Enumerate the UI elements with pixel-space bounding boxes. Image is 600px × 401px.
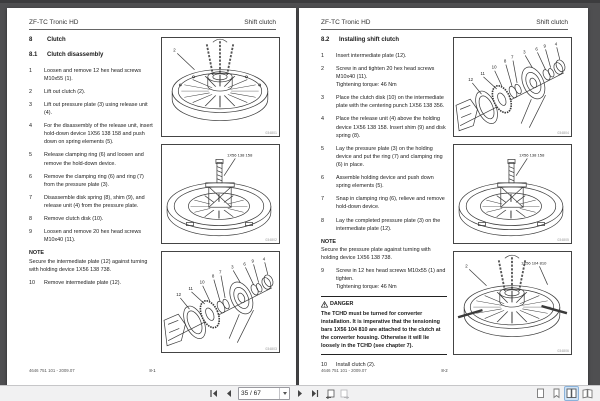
- figure-column: [453, 37, 570, 374]
- header-product-title: ZF-TC Tronic HD: [29, 19, 79, 26]
- figure-callout: 4: [262, 256, 266, 262]
- list-item: 6 Remove the clamping ring (6) and ring (7) from the pressure plate (3).: [29, 173, 144, 188]
- figure-exploded-view: [453, 37, 572, 137]
- figure-callout: 12: [468, 76, 474, 82]
- danger-box: [321, 296, 447, 355]
- exploded-view-drawing: [454, 38, 571, 136]
- figure-callout: 6: [243, 261, 246, 267]
- subsection-title: Installing shift clutch: [339, 37, 400, 43]
- figure-column: [161, 37, 278, 353]
- previous-page-icon: [224, 389, 233, 398]
- previous-view-icon: [325, 389, 335, 399]
- figure-callout: 1X56 104 810: [521, 260, 547, 266]
- danger-label: DANGER: [330, 301, 354, 308]
- list-item: 1 Insert intermediate plate (12).: [321, 52, 407, 59]
- figure-code: 034804: [557, 131, 569, 135]
- figure-callout: 12: [176, 291, 182, 297]
- figure-callout: 1X56 138 158: [519, 152, 545, 158]
- list-item: 3 Place the clutch disk (10) on the intermediate plate with the centering punch 1X56 138 356.: [321, 95, 445, 110]
- footer-page-number: 8-1: [149, 368, 156, 373]
- exploded-view-drawing: [162, 252, 279, 352]
- note-block: [29, 249, 155, 273]
- subsection-title: Clutch disassembly: [47, 51, 104, 58]
- figure-callout: 3: [523, 49, 526, 55]
- figure-callout: 2: [173, 47, 176, 53]
- figure-code: 034801: [265, 131, 277, 135]
- next-view-button[interactable]: [339, 388, 350, 399]
- note-block: [321, 238, 447, 262]
- clutch-chains-drawing: [454, 252, 571, 354]
- manual-page-left: [7, 8, 296, 386]
- figure-clutch-tensioning-bars: [453, 251, 572, 355]
- facing-pages-view-icon: [566, 388, 577, 399]
- page-header: [29, 19, 276, 30]
- holddown-device-drawing: [162, 145, 279, 243]
- list-item: 1 Loosen and remove 12 hex head screws M10x55 (1).: [29, 67, 142, 82]
- figure-code: 034806: [557, 349, 569, 353]
- figure-callout: 11: [188, 285, 193, 291]
- list-item: 9 Loosen and remove 20 hex head screws M10x40 (11).: [29, 229, 142, 244]
- chevron-down-icon[interactable]: [279, 388, 289, 399]
- list-item: 10 Remove intermediate plate (12).: [29, 279, 122, 286]
- book-view-button[interactable]: [581, 387, 594, 400]
- list-item: 10 Install clutch (2).: [321, 362, 376, 369]
- text-column: [29, 37, 155, 353]
- page-number-combobox[interactable]: [238, 387, 290, 400]
- footer-page-number: 8-2: [441, 368, 448, 373]
- figure-exploded-view: [161, 251, 280, 353]
- previous-page-button[interactable]: [223, 388, 234, 399]
- figure-callout: 7: [510, 54, 514, 60]
- page-header: [321, 19, 568, 30]
- next-view-icon: [340, 389, 350, 399]
- torque-note: Tightening torque: 46 Nm: [336, 82, 397, 89]
- header-chapter-title: Shift clutch: [536, 19, 568, 26]
- list-item: 6 Assemble holding device and push down spring elements (5).: [321, 175, 434, 190]
- continuous-view-button[interactable]: [549, 387, 562, 400]
- viewer-toolbar: [0, 385, 600, 401]
- figure-callout: 8: [503, 58, 507, 64]
- next-page-button[interactable]: [294, 388, 305, 399]
- list-item: 4 Place the release unit (4) above the holding device 1X56 138 158. Insert shim (9) and disk spring (8).: [321, 116, 446, 139]
- manual-page-right: [299, 8, 588, 386]
- figure-callout: 8: [211, 273, 215, 279]
- figure-callout: 10: [491, 64, 497, 70]
- next-page-icon: [295, 389, 304, 398]
- subsection-number: 8.1: [29, 51, 38, 58]
- figure-callout: 9: [251, 258, 254, 264]
- single-page-view-button[interactable]: [533, 387, 546, 400]
- list-item: 7 Disassemble disk spring (8), shim (9), and release unit (4) from the pressure plate.: [29, 194, 145, 210]
- header-chapter-title: Shift clutch: [244, 19, 276, 26]
- first-page-button[interactable]: [208, 388, 219, 399]
- note-text: Secure the pressure plate against turning with holding device 1X56 138 738.: [321, 246, 431, 261]
- book-view-icon: [582, 388, 593, 399]
- list-item: 5 Lay the pressure plate (3) on the holding device and put the ring (7) and clamping ring (6) in place.: [321, 145, 443, 168]
- figure-callout: 4: [554, 41, 558, 47]
- footer-doc-number: 4646 751 101 - 2009.07: [29, 368, 75, 373]
- list-item: 8 Lay the completed pressure plate (3) on the intermediate plate (12).: [321, 217, 441, 232]
- torque-note: Tightening torque: 46 Nm: [336, 284, 397, 291]
- figure-callout: 6: [535, 46, 538, 52]
- figure-code: 034805: [557, 238, 569, 242]
- list-item: 2 Lift out clutch (2).: [29, 88, 86, 95]
- section-heading: [29, 37, 155, 45]
- last-page-icon: [310, 389, 319, 398]
- previous-view-button[interactable]: [324, 388, 335, 399]
- subsection-heading: [321, 37, 447, 45]
- list-item: 7 Snap in clamping ring (6), relieve and remove hold-down device.: [321, 196, 445, 211]
- note-text: Secure the intermediate plate (12) against turning with holding device 1X56 138 738.: [29, 258, 148, 273]
- list-item: 9 Screw in 12 hex head screws M10x55 (1) and tighten.: [321, 268, 446, 283]
- figure-callout: 11: [480, 70, 485, 76]
- note-label: NOTE: [29, 250, 44, 257]
- subsection-number: 8.2: [321, 37, 330, 43]
- figure-code: 034802: [265, 238, 277, 242]
- figure-callout: 2: [465, 263, 468, 269]
- figure-clutch-chains: [161, 37, 280, 137]
- list-item: 8 Remove clutch disk (10).: [29, 216, 104, 223]
- list-item: 5 Release clamping ring (6) and loosen and remove the hold-down device.: [29, 152, 144, 167]
- clutch-chains-drawing: [162, 38, 279, 136]
- list-item: 4 For the disassembly of the release unit, insert hold-down device 1X56 138 158 and push down on spring elements (5).: [29, 123, 153, 146]
- holddown-device-drawing: [454, 145, 571, 243]
- last-page-button[interactable]: [309, 388, 320, 399]
- danger-text: The TCHD must be turned for converter installation. It is imperative that the tensioning bars 1X56 104 810 are attached to the clutch at the converter housing. Otherwise it will lie loosely in the TCHD (see chapter 7).: [321, 310, 441, 349]
- section-number: 8: [29, 37, 33, 43]
- page-footer: [321, 368, 568, 373]
- figure-callout: 9: [543, 43, 546, 49]
- warning-triangle-icon: [321, 301, 328, 308]
- figure-callout: 1X56 138 158: [227, 152, 253, 158]
- list-item: 2 Screw in and tighten 20 hex head screws M10x40 (11).: [321, 65, 435, 81]
- figure-callout: 3: [231, 264, 234, 270]
- continuous-view-icon: [551, 388, 561, 399]
- page-footer: [29, 368, 276, 373]
- single-page-view-icon: [535, 388, 545, 399]
- footer-doc-number: 4646 751 101 - 2009.07: [321, 368, 367, 373]
- figure-holddown-device: [453, 144, 572, 244]
- note-label: NOTE: [321, 238, 336, 245]
- header-product-title: ZF-TC Tronic HD: [321, 19, 371, 26]
- page-number-input[interactable]: [239, 389, 279, 398]
- first-page-icon: [209, 389, 218, 398]
- text-column: [321, 37, 447, 374]
- figure-code: 034803: [265, 347, 277, 351]
- figure-callout: 7: [218, 269, 222, 275]
- subsection-heading: [29, 52, 155, 60]
- facing-pages-view-button[interactable]: [565, 387, 578, 400]
- figure-callout: 10: [199, 279, 205, 285]
- list-item: 3 Lift out pressure plate (3) using release unit (4).: [29, 101, 148, 117]
- figure-holddown-device: [161, 144, 280, 244]
- section-title: Clutch: [47, 37, 66, 43]
